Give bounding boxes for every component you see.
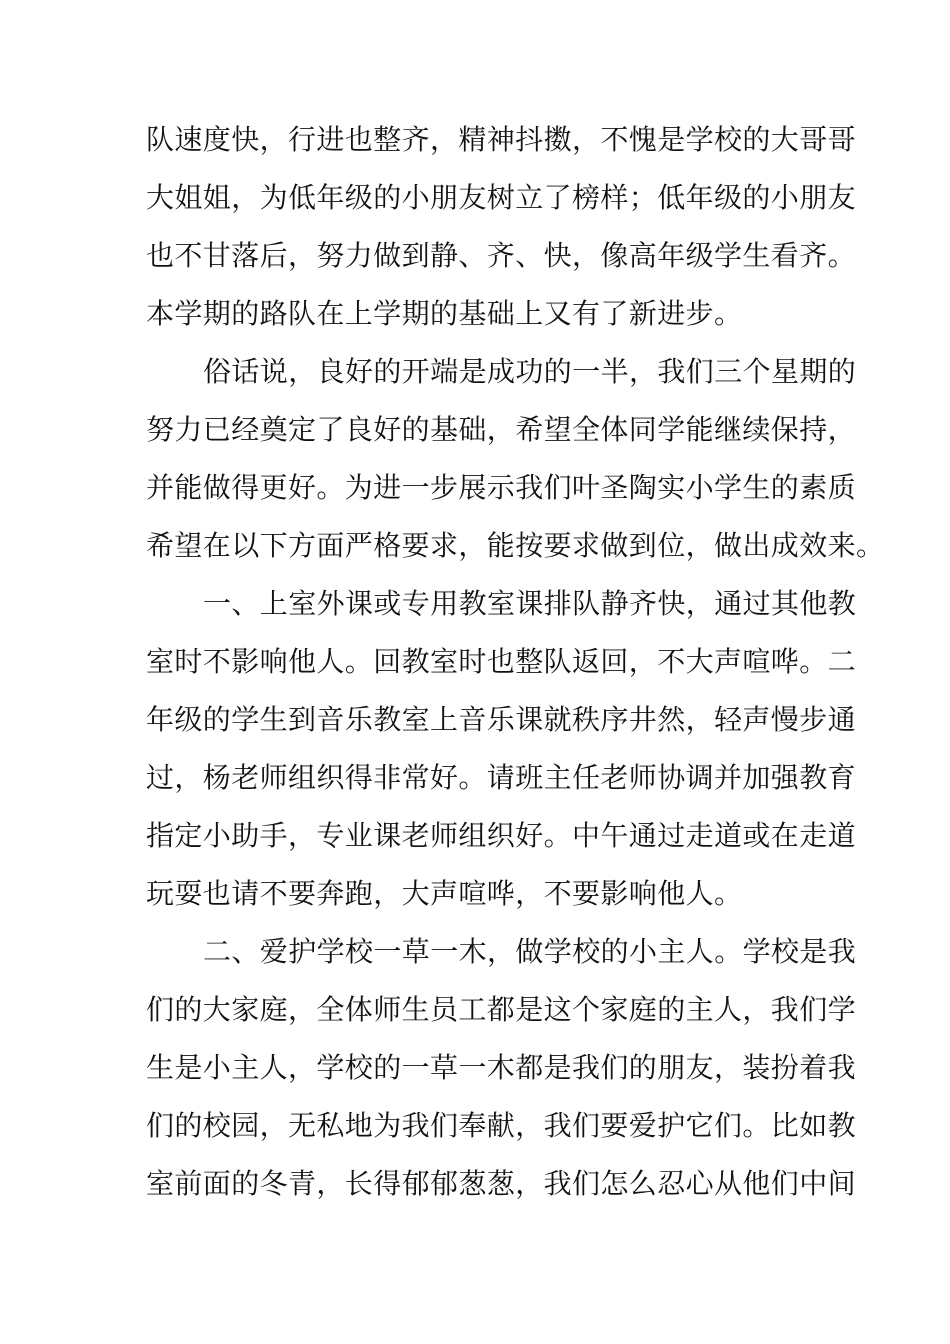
paragraph-first-line: 二、爱护学校一草一木，做学校的小主人。学校是我: [203, 935, 857, 968]
text-line: 年级的学生到音乐教室上音乐课就秩序井然，轻声慢步通: [146, 703, 857, 736]
text-line: 们的校园，无私地为我们奉献，我们要爱护它们。比如教: [146, 1109, 857, 1142]
text-line: 室前面的冬青，长得郁郁葱葱，我们怎么忍心从他们中间: [146, 1167, 857, 1200]
text-line: 队速度快，行进也整齐，精神抖擞，不愧是学校的大哥哥: [146, 123, 857, 156]
text-line: 努力已经奠定了良好的基础，希望全体同学能继续保持，: [146, 413, 857, 446]
text-line: 们的大家庭，全体师生员工都是这个家庭的主人，我们学: [146, 993, 857, 1026]
paragraph-first-line: 俗话说，良好的开端是成功的一半，我们三个星期的: [203, 355, 857, 388]
text-line: 大姐姐，为低年级的小朋友树立了榜样；低年级的小朋友: [146, 181, 857, 214]
text-line: 室时不影响他人。回教室时也整队返回，不大声喧哗。二: [146, 645, 857, 678]
text-line: 本学期的路队在上学期的基础上又有了新进步。: [146, 297, 743, 330]
text-line: 希望在以下方面严格要求，能按要求做到位，做出成效来。: [146, 529, 885, 562]
text-line: 也不甘落后，努力做到静、齐、快，像高年级学生看齐。: [146, 239, 857, 272]
paragraph-first-line: 一、上室外课或专用教室课排队静齐快，通过其他教: [203, 587, 857, 620]
text-line: 并能做得更好。为进一步展示我们叶圣陶实小学生的素质: [146, 471, 857, 504]
text-line: 生是小主人，学校的一草一木都是我们的朋友，装扮着我: [146, 1051, 857, 1084]
text-line: 过，杨老师组织得非常好。请班主任老师协调并加强教育: [146, 761, 857, 794]
text-line: 玩耍也请不要奔跑，大声喧哗，不要影响他人。: [146, 877, 743, 910]
text-line: 指定小助手，专业课老师组织好。中午通过走道或在走道: [146, 819, 857, 852]
